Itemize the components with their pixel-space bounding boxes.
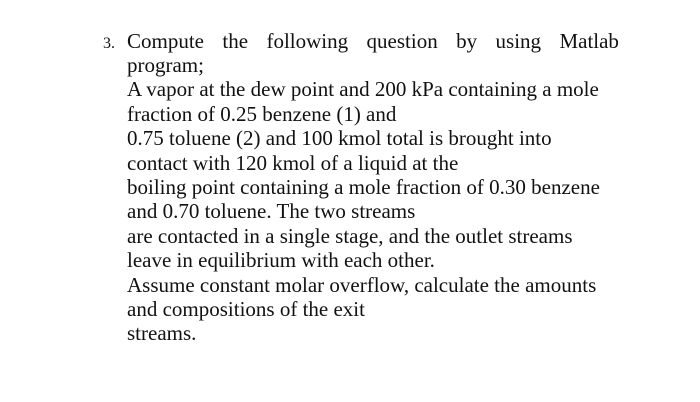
question-line: leave in equilibrium with each other. [127,248,435,273]
question-line: A vapor at the dew point and 200 kPa containing a mole [127,77,599,102]
question-line: are contacted in a single stage, and the outlet streams [127,223,573,248]
question-line: 0.75 toluene (2) and 100 kmol total is brought into [127,126,552,151]
question-word: Matlab [559,29,619,53]
question-first-line [127,29,619,53]
question-line: boiling point containing a mole fraction of 0.30 benzene [127,175,600,200]
question-body [127,53,623,346]
question-word: using [495,29,542,53]
question-word: question [366,29,438,53]
question-line: program; [127,53,204,77]
question-word: Compute [127,29,204,53]
question-line: and compositions of the exit [127,297,365,322]
question-line: fraction of 0.25 benzene (1) and [127,101,397,126]
question-word: by [456,29,478,53]
question-word: the [222,29,249,53]
question-number: 3. [103,35,115,52]
question-word: following [266,29,349,53]
question-line: contact with 120 kmol of a liquid at the [127,150,459,175]
question-line: Assume constant molar overflow, calculate the amounts [127,272,597,297]
question-line: streams. [127,321,197,346]
question-line: and 0.70 toluene. The two streams [127,199,416,224]
